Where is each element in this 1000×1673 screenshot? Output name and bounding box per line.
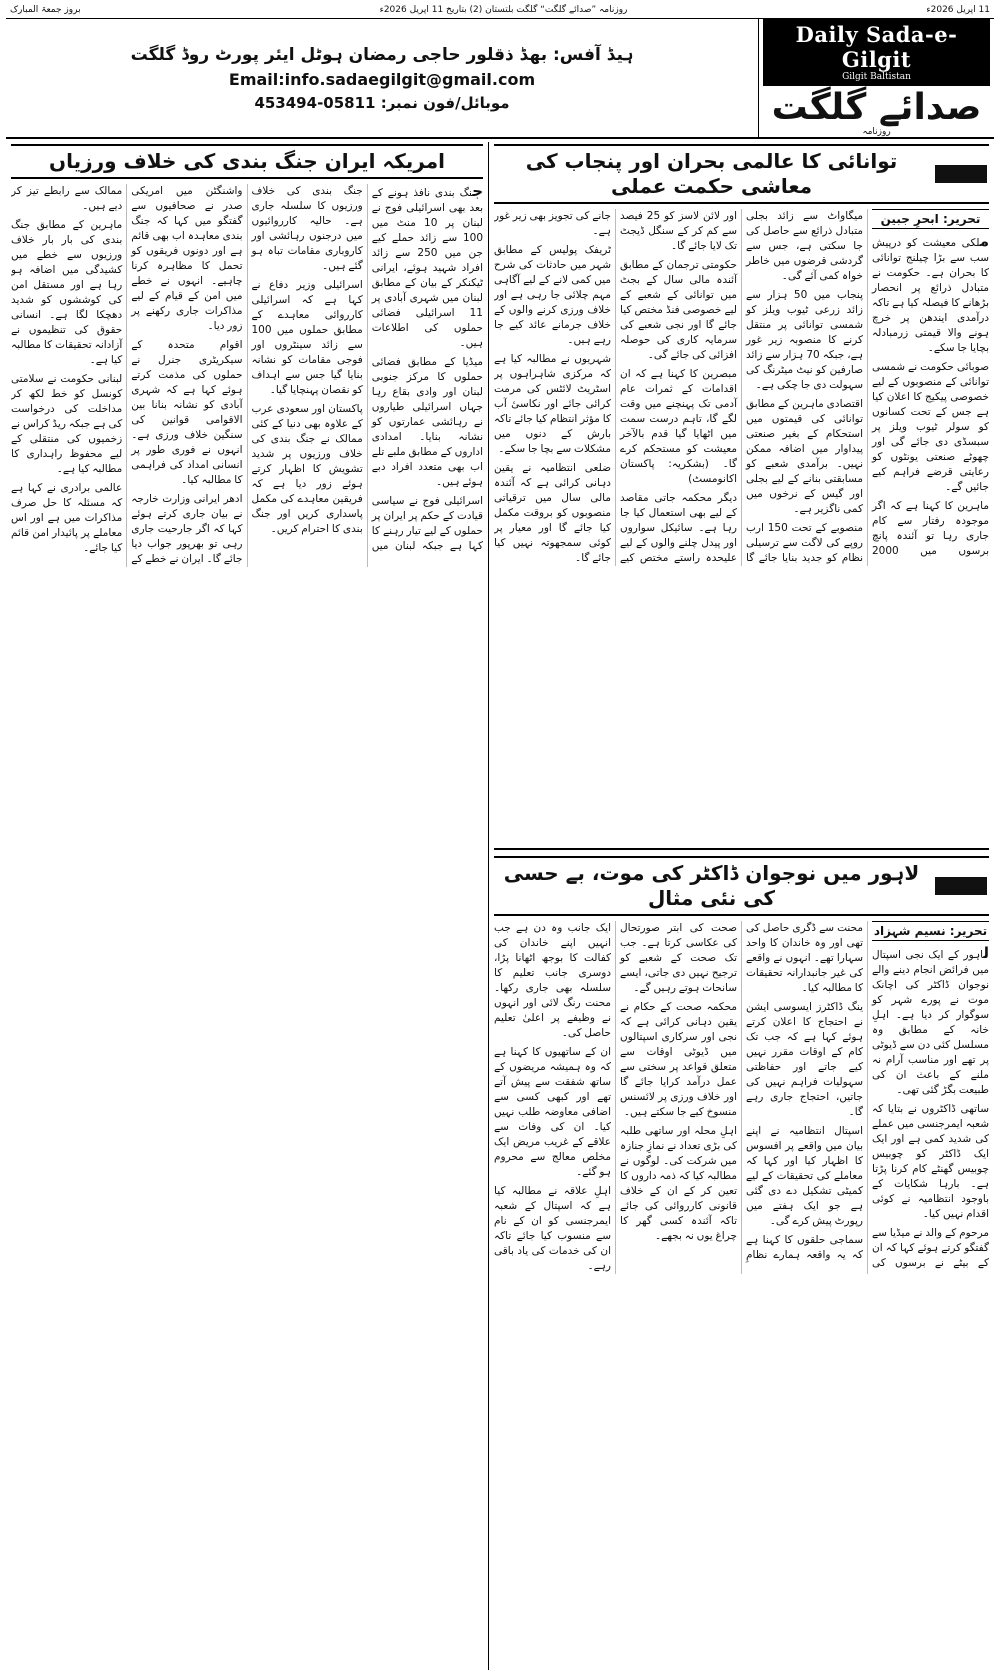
article-doctor <box>494 854 989 1664</box>
paragraph: اہلِ علاقہ نے مطالبہ کیا ہے کہ اسپتال کے شعبہ ایمرجنسی کو ان کے نام سے منسوب کیا جائے تاکہ ان کی خدمات کی یاد باقی رہے۔ <box>494 1185 611 1272</box>
headline-swatch <box>935 877 987 895</box>
article-doctor-byline: تحریر: نسیم شہزاد <box>872 921 989 941</box>
article-lead-headline: امریکہ ایران جنگ بندی کی خلاف ورزیاں <box>49 149 445 173</box>
paragraph: ینگ ڈاکٹرز ایسوسی ایشن نے احتجاج کا اعلان کرتے ہوئے کہا ہے کہ جب تک کام کے اوقات مقرر نہیں کیے جاتے اور حفاظتی سہولیات فراہم نہیں کی جاتیں، احتجاج جاری رہے گا۔ <box>746 1001 863 1118</box>
paragraph: اسرائیلی فوج نے سیاسی قیادت کے حکم پر ایران پر حملوں کے لیے تیار رہنے کا کہا ہے جبکہ لبنان میں جنگ بندی کی خلاف ورزیوں کا سلسلہ جاری ہے۔ حالیہ کارروائیوں میں درجنوں رہائشی اور کاروباری مقامات تباہ ہو گئے ہیں۔ <box>251 185 483 552</box>
article-lead <box>11 142 483 1662</box>
column-right <box>488 142 994 1670</box>
paragraph: اقتصادی ماہرین کے مطابق توانائی کی قیمتوں میں استحکام کے بغیر صنعتی پیداوار میں اضافہ ممکن نہیں۔ برآمدی شعبے کو مسابقتی بنانے کے لیے بجلی اور گیس کے نرخوں میں کمی ناگزیر ہے۔ <box>746 398 863 515</box>
paragraph: پنجاب میں 50 ہزار سے زائد زرعی ٹیوب ویلز کو شمسی توانائی پر منتقل کرنے کا منصوبہ زیر غور ہے، جبکہ 70 ہزار سے زائد صارفین کو نیٹ میٹرنگ کی سہولت دی جا چکی ہے۔ <box>746 289 863 391</box>
meta-left: بروز جمعۃ المبارک <box>10 5 81 15</box>
article-energy-headline-bar <box>494 144 989 204</box>
contact-phone: موبائل/فون نمبر: 05811-453494 <box>254 94 510 112</box>
article-lead-headline-bar <box>11 144 483 179</box>
paragraph: میڈیا کے مطابق فضائی حملوں کا مرکز جنوبی لبنان اور وادی بقاع رہا جہاں اسرائیلی طیاروں نے رہائشی عمارتوں کو نشانہ بنایا۔ امدادی اداروں کے مطابق ملبے تلے اب بھی متعدد افراد دبے ہوئے ہیں۔ <box>371 356 483 488</box>
paragraph: دیگر محکمہ جاتی مقاصد کے لیے بھی استعمال کیا جا رہا ہے۔ سائیکل سواروں اور پیدل چلنے والوں کے لیے علیحدہ راستے مختص کیے جانے کی تجویز بھی زیر غور ہے۔ <box>494 210 737 564</box>
article-energy-byline: تحریر: ابحرِ جبین <box>872 209 989 229</box>
paragraph: ماہرین کا کہنا ہے کہ اگر موجودہ رفتار سے کام جاری رہا تو آئندہ پانچ برسوں میں 2000 میگاواٹ سے زائد بجلی متبادل ذرائع سے حاصل کی جا سکتی ہے، جس سے گردشی قرضوں میں خاطر خواہ کمی آئے گی۔ <box>746 210 989 557</box>
paragraph: اقوام متحدہ کے سیکریٹری جنرل نے حملوں کی مذمت کرتے ہوئے کہا ہے کہ شہری آبادی کو نشانہ بنانا بین الاقوامی قوانین کی سنگین خلاف ورزی ہے۔ انہوں نے فوری طور پر انسانی امداد کی فراہمی کا مطالبہ کیا۔ <box>131 339 243 486</box>
meta-right: 11 اپریل 2026ء <box>926 5 990 15</box>
paragraph: اسپتال انتظامیہ نے اپنے بیان میں واقعے پر افسوس کا اظہار کیا اور کہا کہ معاملے کی تحقیقات کے لیے کمیٹی تشکیل دے دی گئی ہے جو ایک ہفتے میں رپورٹ پیش کرے گی۔ <box>746 1125 863 1227</box>
masthead <box>6 18 994 139</box>
paragraph: ضلعی انتظامیہ نے یقین دہانی کرائی ہے کہ آئندہ مالی سال میں ترقیاتی منصوبوں کو بروقت مکمل کیا جائے گا اور معیار پر کوئی سمجھوتہ نہیں کیا جائے گا۔ <box>494 462 611 564</box>
paragraph: شہریوں نے مطالبہ کیا ہے کہ مرکزی شاہراہوں پر اسٹریٹ لائٹس کی مرمت کرائی جائے اور نکاسیٔ آب کا مؤثر انتظام کیا جائے تاکہ بارش کے دنوں میں مشکلات سے بچا جا سکے۔ <box>494 353 611 455</box>
article-energy-headline: توانائی کا عالمی بحران اور پنجاب کی معاشی حکمت عملی <box>525 149 898 198</box>
logo-english-sub: Gilgit Baltistan <box>842 71 911 82</box>
paragraph: اہلِ محلہ اور ساتھی طلبہ کی بڑی تعداد نے نمازِ جنازہ میں شرکت کی۔ لوگوں نے مطالبہ کیا کہ ذمہ داروں کا تعین کر کے ان کے خلاف قانونی کارروائی کی جائے تاکہ آئندہ کسی گھر کا چراغ یوں نہ بجھے۔ <box>620 1125 737 1242</box>
contact-address: ہیڈ آفس: بھڈ ذقلور حاجی رمضان ہوٹل ایئر پورٹ روڈ گلگت <box>130 45 634 65</box>
paragraph: ٹریفک پولیس کے مطابق شہر میں حادثات کی شرح میں کمی لانے کے لیے آگاہی مہم چلائی جا رہی ہے اور خلاف ورزی کرنے والوں کے خلاف جرمانے عائد کیے جا رہے ہیں۔ <box>494 244 611 346</box>
paragraph: ان کے ساتھیوں کا کہنا ہے کہ وہ ہمیشہ مریضوں کے ساتھ شفقت سے پیش آتے تھے اور کبھی کسی سے اضافی معاوضہ طلب نہیں کیا۔ ان کی وفات سے علاقے کے غریب مریض ایک مخلص معالج سے محروم ہو گئے۔ <box>494 1046 611 1178</box>
meta-center: روزنامہ ”صدائے گلگت“ گلگت بلتستان (2) بتاریخ 11 اپریل 2026ء <box>379 5 628 15</box>
paragraph: واشنگٹن میں امریکی صدر نے صحافیوں سے گفتگو میں کہا کہ جنگ بندی معاہدہ اب بھی قائم ہے اور دونوں فریقوں کو تحمل کا مظاہرہ کرنا چاہیے۔ انہوں نے خطے میں امن کے قیام کے لیے مذاکرات جاری رکھنے پر زور دیا۔ <box>131 185 243 332</box>
logo-urdu-sub: روزنامہ <box>862 127 891 138</box>
paragraph: صوبائی حکومت نے شمسی توانائی کے منصوبوں کے لیے خصوصی پیکیج کا اعلان کیا ہے جس کے تحت کسانوں کو سولر ٹیوب ویلز پر سبسڈی دی جائے گی اور چھوٹے صنعتی یونٹوں کو رعایتی قرضے فراہم کیے جائیں گے۔ <box>872 361 989 493</box>
paragraph: سماجی حلقوں کا کہنا ہے کہ یہ واقعہ ہمارے نظامِ صحت کی ابتر صورتحال کی عکاسی کرتا ہے۔ جب تک صحت کے شعبے کو ترجیح نہیں دی جاتی، ایسے سانحات ہوتے رہیں گے۔ <box>620 922 863 1261</box>
article-doctor-columns <box>494 921 989 1274</box>
masthead-contact <box>6 19 758 137</box>
paragraph: حکومتی ترجمان کے مطابق آئندہ مالی سال کے بجٹ میں توانائی کے شعبے کے لیے خصوصی فنڈ مختص کیا جائے گا اور نجی شعبے کی سرمایہ کاری کی حوصلہ افزائی کی جائے گی۔ <box>620 259 737 361</box>
page-body <box>6 142 994 1670</box>
article-doctor-headline: لاہور میں نوجوان ڈاکٹر کی موت، بے حسی کی نئی مثال <box>503 861 920 910</box>
paragraph: جنگ بندی نافذ ہونے کے بعد بھی اسرائیلی فوج نے لبنان پر 10 منٹ میں 100 سے زائد حملے کیے جن میں 250 سے زائد افراد شہید ہوئے، ایرانی ٹیکنکر کے بیان کے مطابق لبنان میں شہری آبادی پر 11 اسرائیلی فضائی حملوں کی اطلاعات ہیں۔ <box>371 182 483 349</box>
paragraph: لبنانی حکومت نے سلامتی کونسل کو خط لکھ کر مداخلت کی درخواست کی ہے جبکہ ریڈ کراس نے زخمیوں کی منتقلی کے لیے محفوظ راہداری کا مطالبہ کیا ہے۔ <box>11 373 123 475</box>
paragraph: محکمہ صحت کے حکام نے یقین دہانی کرائی ہے کہ نجی اور سرکاری اسپتالوں میں ڈیوٹی اوقات سے متعلق قواعد پر سختی سے عمل درآمد کرایا جائے گا اور خلاف ورزی پر لائسنس منسوخ کیے جا سکتے ہیں۔ <box>620 1001 737 1118</box>
paragraph: مرحوم کے والد نے میڈیا سے گفتگو کرتے ہوئے کہا کہ ان کے بیٹے نے برسوں کی محنت سے ڈگری حاصل کی تھی اور وہ خاندان کا واحد سہارا تھے۔ انہوں نے واقعے کی غیر جانبدارانہ تحقیقات کا مطالبہ کیا۔ <box>746 922 989 1269</box>
contact-email[interactable]: Email:info.sadaegilgit@gmail.com <box>228 70 536 89</box>
headline-swatch <box>935 165 987 183</box>
paragraph: پاکستان اور سعودی عرب کے علاوہ بھی دنیا کے کئی ممالک نے جنگ بندی کی خلاف ورزیوں پر شدید تشویش کا اظہار کرتے ہوئے زور دیا ہے کہ فریقین معاہدے کی مکمل پاسداری کریں اور جنگ بندی کا احترام کریں۔ <box>251 403 363 535</box>
page-meta-strip <box>6 4 994 18</box>
divider <box>494 848 989 850</box>
paragraph: عالمی برادری نے کہا ہے کہ مسئلہ کا حل صرف مذاکرات میں ہے اور اس معاملے پر پائیدار امن قائم کیا جائے۔ <box>11 482 123 554</box>
column-left <box>6 142 488 1670</box>
paragraph: لاہور کے ایک نجی اسپتال میں فرائض انجام دینے والے نوجوان ڈاکٹر کی اچانک موت نے پورے شہر کو سوگوار کر دیا ہے۔ اہلِ خانہ کے مطابق وہ مسلسل کئی دن سے ڈیوٹی پر تھے اور مناسب آرام نہ ملنے کے باعث ان کی طبیعت بگڑ گئی تھی۔ <box>872 944 989 1096</box>
paragraph: ایک جانب وہ دن ہے جب انہیں اپنے خاندان کی کفالت کا بوجھ اٹھانا پڑا، دوسری جانب تعلیم کا سلسلہ بھی جاری رکھا۔ محنت رنگ لائی اور انہوں نے وظیفے پر اعلیٰ تعلیم حاصل کی۔ <box>494 922 611 1039</box>
article-doctor-headline-bar <box>494 856 989 916</box>
article-lead-columns <box>11 184 483 567</box>
paragraph: مبصرین کا کہنا ہے کہ ان اقدامات کے ثمرات عام آدمی تک پہنچنے میں وقت لگے گا، تاہم درست سمت میں اٹھایا گیا قدم بالآخر معیشت کو مستحکم کرے گا۔ (بشکریہ: پاکستان اکانومسٹ) <box>620 368 737 485</box>
article-energy <box>494 142 989 842</box>
logo-english <box>763 19 990 86</box>
paragraph: اسرائیلی وزیر دفاع نے کہا ہے کہ اسرائیلی کارروائی معاہدے کے مطابق حملوں میں 100 سے زائد سینٹروں اور فوجی مقامات کو نشانہ بنایا گیا جس سے اہداف کو نقصان پہنچایا گیا۔ <box>251 279 363 396</box>
logo-english-text: Daily Sada-e-Gilgit <box>795 21 958 72</box>
masthead-logo <box>758 19 994 137</box>
paragraph: ملکی معیشت کو درپیش سب سے بڑا چیلنج توانائی کا بحران ہے۔ حکومت نے متبادل ذرائع پر انحصار بڑھانے کا فیصلہ کیا ہے تاکہ درآمدی ایندھن پر خرچ ہونے والا قیمتی زرمبادلہ بچایا جا سکے۔ <box>872 232 989 354</box>
paragraph: منصوبے کے تحت 150 ارب روپے کی لاگت سے ترسیلی نظام کو جدید بنایا جائے گا اور لائن لاسز کو 25 فیصد سے کم کر کے سنگل ڈیجٹ تک لایا جائے گا۔ <box>620 210 863 564</box>
paragraph: ادھر ایرانی وزارت خارجہ نے بیان جاری کرتے ہوئے کہا کہ اگر جارحیت جاری رہی تو بھرپور جواب دیا جائے گا۔ ایران نے خطے کے ممالک سے رابطے تیز کر دیے ہیں۔ <box>11 185 243 565</box>
paragraph: ماہرین کے مطابق جنگ بندی کی بار بار خلاف ورزیوں سے خطے میں کشیدگی میں اضافہ ہو رہا ہے اور مستقل امن کی کوششوں کو شدید دھچکا لگا ہے۔ انسانی حقوق کی تنظیموں نے آزادانہ تحقیقات کا مطالبہ کیا ہے۔ <box>11 219 123 366</box>
paragraph: ساتھی ڈاکٹروں نے بتایا کہ شعبہ ایمرجنسی میں عملے کی شدید کمی ہے اور ایک ایک ڈاکٹر کو چوبیس چوبیس گھنٹے کام کرنا پڑتا ہے۔ بارہا شکایات کے باوجود انتظامیہ نے کوئی اقدام نہیں کیا۔ <box>872 1103 989 1220</box>
logo-urdu: صدائے گلگت <box>771 86 982 128</box>
article-energy-columns <box>494 209 989 566</box>
